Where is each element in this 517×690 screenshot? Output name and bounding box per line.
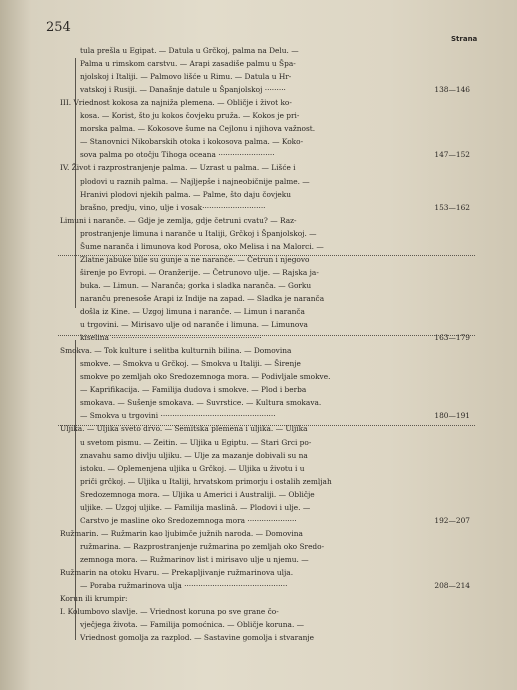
toc-line-text: — Smokva u trgovini ················································· <box>80 411 276 421</box>
toc-line-text: prostranjenje limuna i naranče u Italiji, Grčkoj i Španjolskoj. — <box>80 228 317 238</box>
toc-line-text: širenje po Evropi. — Oranžerije. — Četrunovo ulje. — Rajska ja- <box>80 267 319 277</box>
page-range: 153—162 <box>434 202 470 212</box>
toc-line-text: Sredozemnoga mora. — Uljika u Americi i Australiji. — Obličje <box>80 489 315 499</box>
toc-line-text: njolskoj i Italiji. — Palmovo lišće u Rimu. — Datula u Hr- <box>80 72 292 82</box>
toc-line-text: Korun ili krumpir: <box>60 594 128 604</box>
toc-line <box>0 318 517 331</box>
page-number: 254 <box>46 20 71 35</box>
toc-line <box>0 605 517 618</box>
page-range: 163—179 <box>434 333 470 343</box>
toc-line <box>0 161 517 174</box>
toc-line-text: kosa. — Korist, što ju kokos čovjeku pruža. — Kokos je pri- <box>80 111 300 121</box>
toc-line <box>0 579 517 592</box>
toc-line-text: došla iz Kine. — Uzgoj limuna i naranče. — Limun i naranča <box>80 307 305 316</box>
toc-line <box>0 292 517 305</box>
toc-line <box>0 135 517 148</box>
page-range: 138—146 <box>434 85 470 95</box>
toc-line <box>0 475 517 488</box>
toc-line-text: — Stanovnici Nikobarskih otoka i kokosova palma. — Koko- <box>80 137 304 147</box>
toc-line <box>0 266 517 279</box>
toc-line <box>0 253 517 266</box>
toc-line-text: — Poraba ružmarinova ulja ············································ <box>80 581 288 591</box>
toc-line-text: I. Kolumbovo slavlje. — Vriednost koruna po sve grane čo- <box>60 607 279 617</box>
page-range: 192—207 <box>434 515 470 525</box>
toc-line-text: sova palma po otočju Tihoga oceana ························ <box>80 150 275 160</box>
toc-line-text: u svetom pismu. — Zeitin. — Uljika u Egiptu. — Stari Grci po- <box>80 437 312 447</box>
toc-line <box>0 96 517 109</box>
toc-line <box>0 188 517 201</box>
toc-line-text: buka. — Limun. — Naranča; gorka i sladka naranča. — Gorku <box>80 280 312 290</box>
toc-line <box>0 422 517 435</box>
toc-line-text: plodovi u raznih palma. — Najljepše i najneobičnije palme. — <box>80 176 310 186</box>
toc-line-text: — Kaprifikacija. — Familija dudova i smokve. — Plod i berba <box>80 385 307 395</box>
toc-line-text: smokve. — Smokva u Grčkoj. — Smokva u Italiji. — Širenje <box>80 359 301 369</box>
toc-line-text: kiselina ································································ <box>80 333 262 343</box>
toc-line-text: Zlatne jabuke bile su gunje a ne naranče. — Četrun i njegovo <box>80 254 310 264</box>
toc-line-text: Carstvo je masline oko Sredozemnoga mora ····················· <box>80 515 297 525</box>
toc-line <box>0 436 517 449</box>
toc-line <box>0 148 517 161</box>
toc-line-text: Šume naranča i limunova kod Porosa, oko Melisa i na Malorci. — <box>80 241 324 251</box>
toc-line <box>0 344 517 357</box>
toc-line-text: IV. Život i razprostranjenje palma. — Uzrast u palma. — Lišće i <box>60 163 296 173</box>
toc-line-text: uljike. — Uzgoj uljike. — Familija maslinâ. — Plodovi i ulje. — <box>80 502 311 512</box>
toc-line-text: brašno, predju, vino, ulje i vosak··························· <box>80 202 266 212</box>
page-range: 147—152 <box>434 150 470 160</box>
toc-line-text: vječjega života. — Familija pomoćnica. — Obličje koruna. — <box>80 620 305 630</box>
toc-line <box>0 527 517 540</box>
toc-line <box>0 279 517 292</box>
toc-line-text: Limuni i naranče. — Gdje je zemlja, gdje četruni cvatu? — Raz- <box>60 215 297 225</box>
toc-line <box>0 44 517 57</box>
toc-line-text: znavahu samo divlju uljiku. — Ulje za mazanje dobivali su na <box>80 450 308 460</box>
toc-line <box>0 449 517 462</box>
toc-line <box>0 57 517 70</box>
page-range: 180—191 <box>434 411 470 421</box>
page-range: 208—214 <box>434 581 470 591</box>
toc-line <box>0 488 517 501</box>
toc-line <box>0 214 517 227</box>
toc-line <box>0 553 517 566</box>
toc-line-text: smokve po zemljah oko Sredozemnoga mora. — Podivljale smokve. <box>80 372 331 382</box>
toc-line <box>0 109 517 122</box>
toc-line <box>0 122 517 135</box>
toc-line <box>0 83 517 96</box>
toc-line-text: Ružmarin. — Ružmarin kao ljubimče južnih naroda. — Domovina <box>60 528 303 538</box>
toc-line-text: tula prešla u Egipat. — Datula u Grčkoj, palma na Delu. — <box>80 46 299 55</box>
toc-line <box>0 70 517 83</box>
toc-line <box>0 331 517 344</box>
toc-line <box>0 175 517 188</box>
toc-line <box>0 370 517 383</box>
toc-line-text: Uljika. — Uljika sveto drvo. — Semitska plemena i uljika. — Uljika <box>60 424 308 434</box>
toc-line <box>0 631 517 644</box>
toc-line-text: Ružmarin na otoku Hvaru. — Prekapljivanje ružmarinova ulja. <box>60 568 294 577</box>
toc-line <box>0 409 517 422</box>
toc-line-text: Hranivi plodovi njekih palma. — Palme, što daju čovjeku <box>80 189 291 199</box>
toc-line-text: vatskoj i Rusiji. — Današnje datule u Španjolskoj ········· <box>80 85 286 95</box>
toc-line-text: smokava. — Sušenje smokava. — Suvrstice. — Kultura smokava. <box>80 398 322 408</box>
toc-line <box>0 305 517 318</box>
toc-line <box>0 383 517 396</box>
toc-line-text: zemnoga mora. — Ružmarinov list i mirisavo ulje u njemu. — <box>80 554 309 564</box>
toc-line <box>0 227 517 240</box>
toc-line-text: III. Vriednost kokosa za najniža plemena. — Obličje i život ko- <box>60 98 292 108</box>
toc-line-text: u trgovini. — Mirisavo ulje od naranče i limuna. — Limunova <box>80 320 308 330</box>
toc-line-text: Palma u rimskom carstvu. — Arapi zasadiše palmu u Špa- <box>80 59 296 69</box>
toc-line-text: istoku. — Oplemenjena uljika u Grčkoj. — Uljika u životu i u <box>80 463 305 473</box>
toc-line <box>0 592 517 605</box>
toc-line-text: morska palma. — Kokosove šume na Cejlonu i njihova važnost. <box>80 124 316 134</box>
toc-line <box>0 514 517 527</box>
toc-line <box>0 462 517 475</box>
toc-line-text: naranču prenesoše Arapi iz Indije na zapad. — Sladka je naranča <box>80 293 325 303</box>
toc-line <box>0 201 517 214</box>
toc-line-text: Vriednost gomolja za razplod. — Sastavine gomolja i stvaranje <box>80 633 315 643</box>
toc-line <box>0 566 517 579</box>
toc-line <box>0 540 517 553</box>
toc-line-text: priči grčkoj. — Uljika u Italiji, hrvatskom primorju i ostalih zemljah <box>80 476 332 486</box>
toc-line-text: ružmarina. — Razprostranjenje ružmarina po zemljah oko Sredo- <box>80 541 325 551</box>
toc-line <box>0 396 517 409</box>
toc-line <box>0 357 517 370</box>
toc-line <box>0 501 517 514</box>
column-header: Strana <box>451 35 478 43</box>
toc-line-text: Smokva. — Tok kulture i selitba kulturnih bilina. — Domovina <box>60 346 292 356</box>
toc-line <box>0 240 517 253</box>
toc-line <box>0 618 517 631</box>
